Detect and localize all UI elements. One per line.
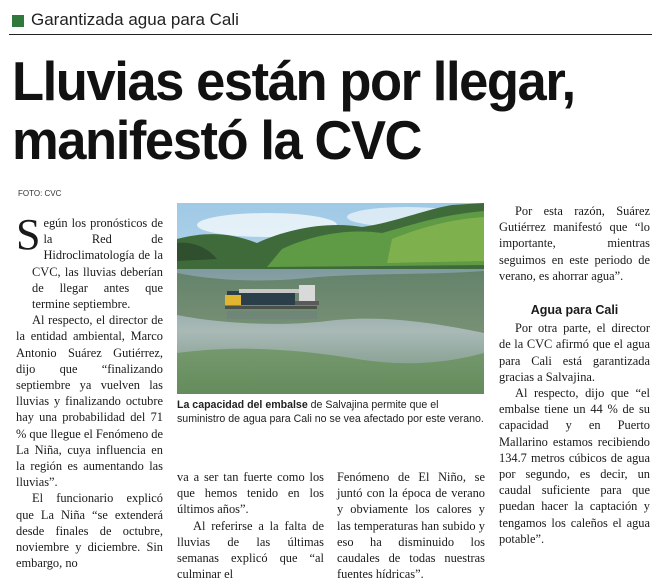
article-paragraph: Fenómeno de El Niño, se juntó con la época de verano y obviamente los calores y las temperaturas han subido y eso ha disminuido los caudales de todas nuestras fuentes hídricas”. — [337, 470, 485, 582]
article-paragraph: va a ser tan fuerte como los que hemos tenido en los últimos años”. — [177, 470, 324, 517]
article-paragraph — [16, 210, 163, 312]
article-column-2 — [177, 469, 324, 582]
article-column-4 — [499, 203, 650, 547]
headline-line-2: manifestó la CVC — [12, 109, 422, 171]
drop-cap: S — [16, 210, 41, 259]
article-paragraph: Por otra parte, el director de la CVC afirmó que el agua para Cali está garantizada gracias a Salvajina. — [499, 321, 650, 384]
article-paragraph: Al referirse a la falta de lluvias de las últimas semanas explicó que “al culminar el — [177, 518, 324, 582]
photo-caption — [177, 399, 484, 426]
salvajina-reservoir-photo — [177, 203, 484, 394]
headline-line-1: Lluvias están por llegar, — [12, 50, 575, 112]
section-kicker — [9, 9, 652, 35]
caption-text: de Salvajina permite que el suministro de agua para Cali no se vea afectado por este verano. — [177, 399, 484, 425]
paragraph-text: egún los pronósticos de la Red de Hidroclimatología de la CVC, las lluvias deberían de llegar antes que termine septiembre. — [32, 216, 163, 312]
kicker-text: Garantizada agua para Cali — [31, 10, 239, 29]
article-paragraph: El funcionario explicó que La Niña “se extenderá desde finales de octubre, noviembre y diciembre. Sin embargo, no — [16, 491, 163, 571]
kicker-square-icon — [12, 15, 24, 27]
article-column-3 — [337, 469, 485, 582]
headline — [12, 52, 623, 170]
article-column-1 — [16, 210, 163, 571]
photo-credit: FOTO: CVC — [18, 189, 62, 198]
article-paragraph: Por esta razón, Suárez Gutiérrez manifestó que “lo importante, mientras seguimos en este periodo de verano, es ahorrar agua”. — [499, 204, 650, 283]
caption-lead: La capacidad del embalse — [177, 399, 308, 411]
subheading: Agua para Cali — [530, 303, 619, 318]
article-paragraph: Al respecto, el director de la entidad ambiental, Marco Antonio Suárez Gutiérrez, dijo que “finalizando septiembre ya vuelven las lluvias y finalizando octubre hay una probabilidad del 71 % que llegue el Fenómeno de La Niña, cuya influencia en la región es aumentando las lluvias”. — [16, 313, 163, 490]
reservoir-photo-image — [177, 203, 484, 394]
article-paragraph: Al respecto, dijo que “el embalse tiene un 44 % de su capacidad y en Puerto Mallarino estamos recibiendo 134.7 metros cúbicos de agua por segundo, es decir, un caudal suficiente para que puedan hacer la captación y tengamos los caleños el agua potable”. — [499, 386, 650, 546]
